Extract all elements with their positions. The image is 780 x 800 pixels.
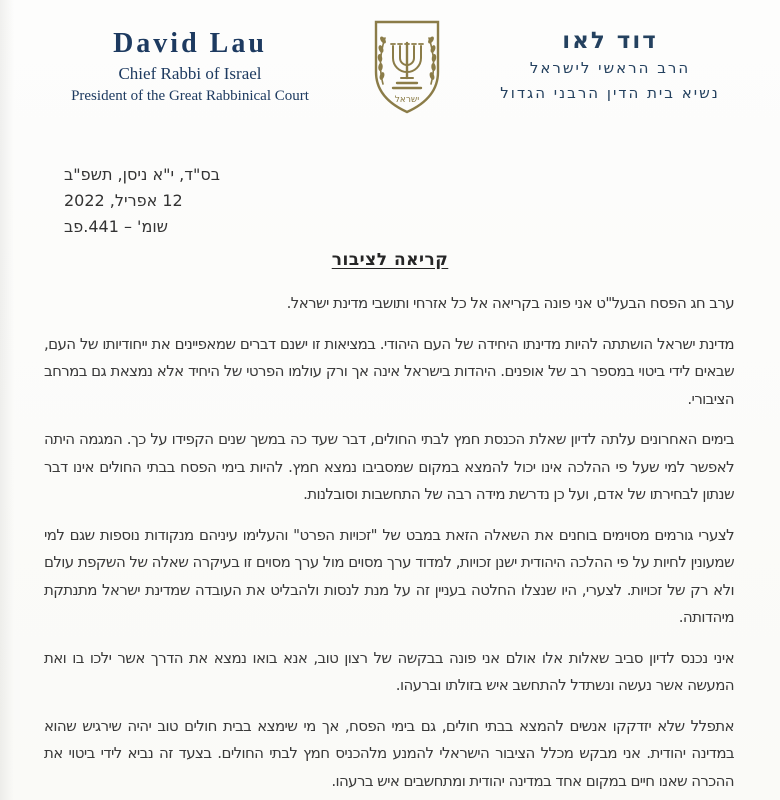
document-title-text: קריאה לציבור <box>331 250 449 270</box>
paragraph-opening: ערב חג הפסח הבעל"ט אני פונה בקריאה אל כל אזרחי ותושבי מדינת ישראל. <box>286 294 734 312</box>
letter-body <box>0 290 780 795</box>
israel-state-emblem-icon <box>366 16 448 118</box>
paragraph-chametz-hospitals: בימים האחרונים עלתה לדיון שאלת הכנסת חמץ לבתי החולים, דבר שעד כה במשך שנים הקפידו על כך. המגמה היתה לאפשר למי שעל פי ההלכה אינו יכול להמצא במקום שמסביבו נמצא חמץ. להיות בימי הפסח בבתי החולים אינו דבר שנתון לבחירתו של אדם, ועל כן נדרשת מידה רבה של התחשבות וסובלנות. <box>44 430 734 503</box>
emblem-container <box>359 16 455 118</box>
rabbi-name-english: David Lau <box>113 28 267 59</box>
date-reference-block <box>64 162 294 240</box>
rabbi-title2-hebrew: נשיא בית הדין הרבני הגדול <box>500 84 720 102</box>
emblem-label: ישראל <box>394 95 420 105</box>
reference-number-line: שומ' – 441.פב <box>64 217 169 236</box>
rabbi-name-hebrew: דוד לאו <box>562 28 658 54</box>
paragraph-goodwill-request: איני נכנס לדיון סביב שאלות אלו אולם אני פונה בבקשה של רצון טוב, אנא בואו נמצא את הדרך אשר ילכו בו ואת המעשה אשר נעשה ונשתדל להתחשב איש בזולתו וברעהו. <box>44 648 734 694</box>
hebrew-date-line: בס"ד, י"א ניסן, תשפ"ב <box>64 165 220 184</box>
letterhead-hebrew <box>474 26 746 106</box>
gregorian-date-line: 12 אפריל, 2022 <box>64 191 183 210</box>
rabbi-title2-english: President of the Great Rabbinical Court <box>71 88 309 104</box>
paragraph-prayer-closing: אתפלל שלא יזדקקו אנשים להמצא בבתי חולים, גם בימי הפסח, אך מי שימצא בבית חולים טוב יהיה שירגיש שהוא במדינה יהודית. אני מבקש מכלל הציבור הישראלי להמנע מלהכניס חמץ לבתי החולים. בצעד זה נביא לידי ביטוי את ההכרה שאנו חיים במקום אחד במדינה יהודית ומתחשבים איש ברעהו. <box>44 716 734 790</box>
paragraph-individual-rights: לצערי גורמים מסוימים בוחנים את השאלה הזאת במבט של "זכויות הפרט" והעלימו עיניהם מנקודות נוספות שגם למי שמעונין לחיות על פי ההלכה היהודית ישנן זכויות, למדוד ערך מסוים מול ערך מסוים זו בעיקרה שאלה של השקפת עולם ולא רק של זכויות. לצערי, היו שנצלו החלטה בעניין זה על מנת לנסות ולהבליט את העובדה שמדינת ישראל מתנתקת מיהדותה. <box>44 525 734 626</box>
rabbi-title1-hebrew: הרב הראשי לישראל <box>529 59 691 77</box>
rabbi-title1-english: Chief Rabbi of Israel <box>118 64 262 83</box>
letterhead <box>0 0 780 118</box>
letterhead-english <box>40 28 340 107</box>
document-title <box>0 250 780 270</box>
paragraph-jewish-state: מדינת ישראל הושתתה להיות מדינתו היחידה של העם היהודי. במציאות זו ישנם דברים שמאפיינים את ייחודיותו של העם, שבאים לידי ביטוי במספר רב של אופנים. היהדות בישראל אינה אך ורק עולמו הפרטי של היחיד אלא נמצאת גם במרחב הציבורי. <box>44 334 734 408</box>
